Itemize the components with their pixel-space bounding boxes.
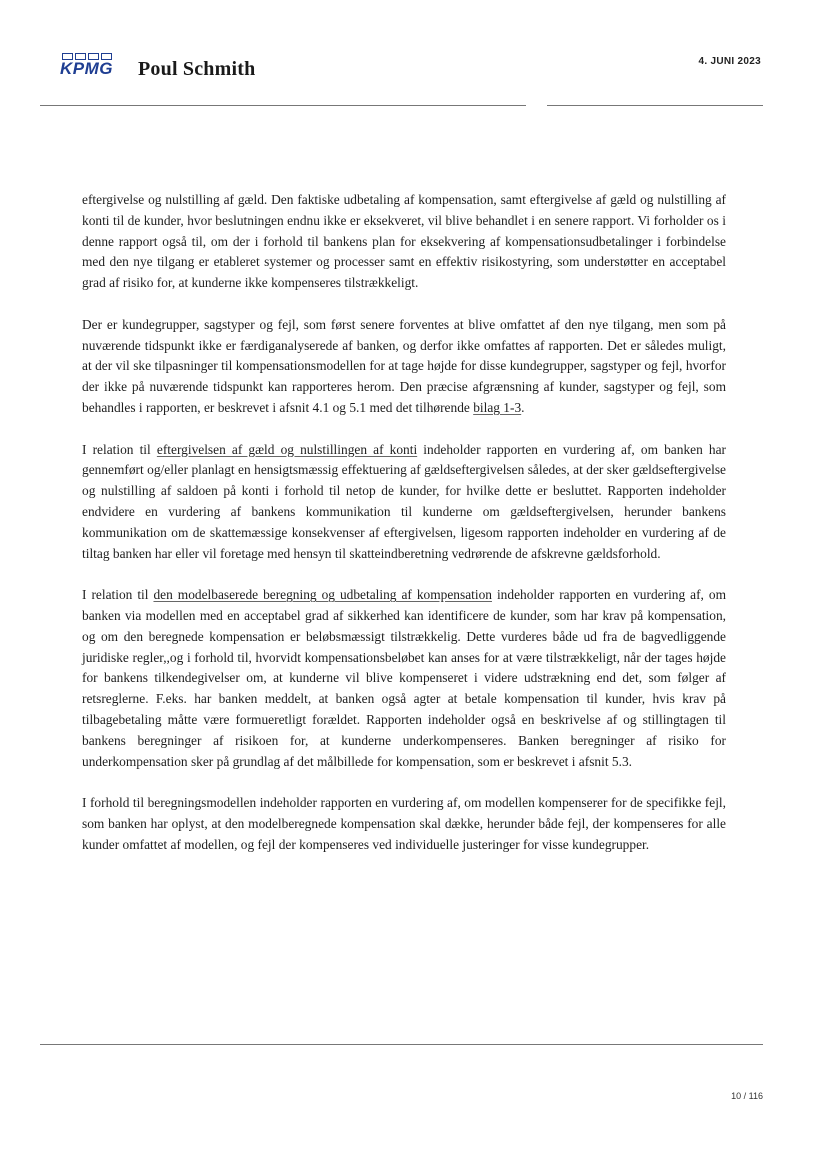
firm-name: Poul Schmith xyxy=(138,58,256,80)
page-number: 10 / 116 xyxy=(731,1091,763,1101)
footer-divider xyxy=(40,1044,763,1045)
model-calculation-reference: den modelbaserede beregning og udbetaling af kompensation xyxy=(153,587,492,603)
page-header xyxy=(0,0,827,120)
paragraph-2-text-a: Der er kundegrupper, sagstyper og fejl, som først senere forventes at blive omfattet af den nye tilgang, men som på nuværende tidspunkt ikke er færdiganalyserede af banken, og derfor ikke omfattes af rapporten. Det er således muligt, at der vil ske tilpasninger til kompensationsmodellen for at tage højde for disse kundegrupper, sagstyper og fejl, hvorfor der ikke på nuværende tidspunkt kan rapporteres herom. Den præcise afgrænsning af kunder, sagstyper og fejl, som behandles i rapporten, er beskrevet i afsnit 4.1 og 5.1 med det tilhørende xyxy=(82,316,726,415)
paragraph-5: I forhold til beregningsmodellen indeholder rapporten en vurdering af, om modellen kompenserer for de specifikke fejl, som banken har oplyst, at den modelberegnede kompensation skal dække, herunder både fejl, der kompenseres for alle kunder omfattet af modellen, og fejl der kompenseres ved individuelle justeringer for visse kundegrupper. xyxy=(82,795,726,852)
paragraph-4-text-a: I relation til xyxy=(82,587,154,603)
document-date: 4. JUNI 2023 xyxy=(698,56,761,67)
header-divider-right xyxy=(547,105,763,106)
kpmg-logo-text: KPMG xyxy=(60,59,113,78)
debt-forgiveness-reference: eftergivelsen af gæld og nulstillingen af konti xyxy=(156,441,418,457)
paragraph-3-text-b: indeholder rapporten en vurdering af, om banken har gennemført og/eller planlagt en hensigtsmæssig effektuering af gældseftergivelsen således, at der sker gældseftergivelse og nulstilling af saldoen på konti i forhold til netop de kunder, for hvilke dette er besluttet. Rapporten indeholder endvidere en vurdering af bankens kommunikation til kunderne om gældseftergivelsen, herunder bankens kommunikation om de skattemæssige konsekvenser af eftergivelsen, ligesom rapporten indeholder en vurdering af de tiltag banken har eller vil foretage med hensyn til skatteindberetning vedrørende de afskrevne gældsforhold. xyxy=(82,441,726,561)
header-divider-left xyxy=(40,105,526,106)
paragraph-4 xyxy=(82,585,726,772)
document-body xyxy=(82,190,726,876)
paragraph-3 xyxy=(82,440,726,565)
appendix-reference-link[interactable]: bilag 1-3 xyxy=(473,399,522,415)
kpmg-logo xyxy=(60,53,118,81)
paragraph-1: eftergivelse og nulstilling af gæld. Den faktiske udbetaling af kompensation, samt eftergivelse af gæld og nulstilling af konti til de kunder, hvor beslutningen endnu ikke er eksekveret, vil blive behandlet i en senere rapport. Vi forholder os i denne rapport også til, om der i forhold til bankens plan for eksekvering af kompensationsudbetalinger i forbindelse med den nye tilgang er etableret systemer og processer samt en effektiv risikostyring, som understøtter en acceptabel grad af risiko for, at kunderne ikke kompenseres tilstrækkeligt. xyxy=(82,192,726,291)
paragraph-3-text-a: I relation til xyxy=(82,441,157,457)
paragraph-2-text-b: . xyxy=(521,399,525,415)
paragraph-2 xyxy=(82,315,726,419)
paragraph-4-text-b: indeholder rapporten en vurdering af, om banken via modellen med en acceptabel grad af sikkerhed kan identificere de kunder, som har krav på kompensation, og om den beregnede kompensation er beløbsmæssigt tilstrækkelig. Dette vurderes både ud fra de bagvedliggende juridiske regler,,og i forhold til, hvorvidt kompensationsbeløbet kan anses for at være tilstrækkeligt, når der tages højde for bankens tilkendegivelser om, at kunderne vil blive kompenseret i videre udstrækning end det, som følger af retsreglerne. F.eks. har banken meddelt, at banken også agter at betale kompensation til kunder, hvis krav på tilbagebetaling måtte være formueretligt forældet. Rapporten indeholder også en beskrivelse af og stillingtagen til bankens beregninger af risikoen for, at kunderne underkompenseres. Banken beregninger af risiko for underkompensation sker på grundlag af det målbillede for kompensation, som er beskrevet i afsnit 5.3. xyxy=(82,587,726,769)
